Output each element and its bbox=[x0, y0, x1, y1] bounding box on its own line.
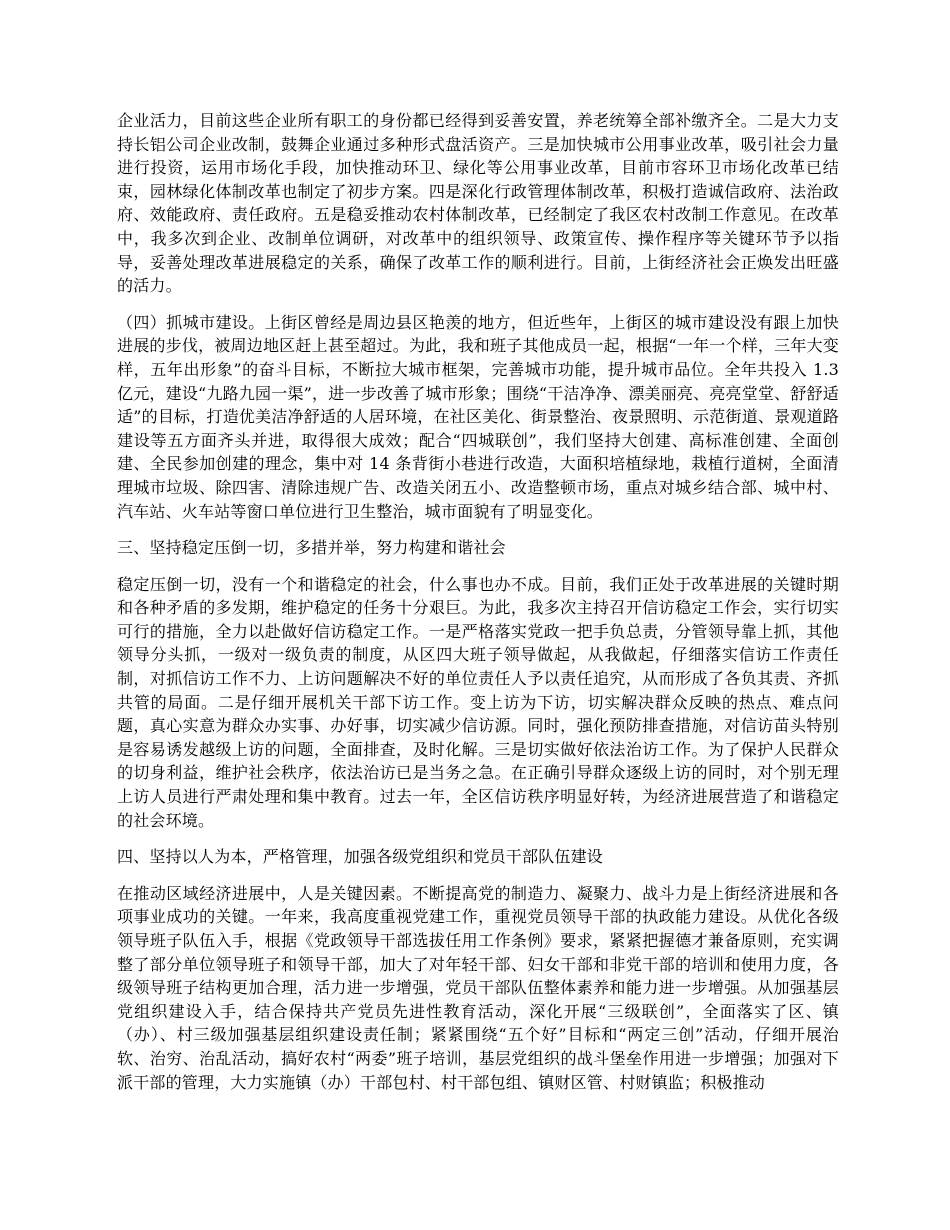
section-heading-stability: 三、坚持稳定压倒一切，多措并举，努力构建和谐社会 bbox=[117, 538, 506, 558]
paragraph-stability: 稳定压倒一切，没有一个和谐稳定的社会，什么事也办不成。目前，我们正处于改革进展的关键时期和各种矛盾的多发期，维护稳定的任务十分艰巨。为此，我多次主持召开信访稳定工作会，实行切实可行的措施，全力以赴做好信访稳定工作。一是严格落实党政一把手负总责，分管领导靠上抓，其他领导分头抓，一级对一级负责的制度，从区四大班子领导做起，从我做起，仔细落实信访工作责任制，对抓信访工作不力、上访问题解决不好的单位责任人予以责任追究，从而形成了各负其责、齐抓共管的局面。二是仔细开展机关干部下访工作。变上访为下访，切实解决群众反映的热点、难点问题，真心实意为群众办实事、办好事，切实减少信访源。同时，强化预防排查措施，对信访苗头特别是容易诱发越级上访的问题，全面排查，及时化解。三是切实做好依法治访工作。为了保护人民群众的切身利益，维护社会秩序，依法治访已是当务之急。在正确引导群众逐级上访的同时，对个别无理上访人员进行严肃处理和集中教育。过去一年，全区信访秩序明显好转，为经济进展营造了和谐稳定的社会环境。 bbox=[117, 574, 839, 830]
paragraph-reform: 企业活力，目前这些企业所有职工的身份都已经得到妥善安置，养老统筹全部补缴齐全。二是大力支持长铝公司企业改制，鼓舞企业通过多种形式盘活资产。三是加快城市公用事业改革，吸引社会力量进行投资，运用市场化手段，加快推动环卫、绿化等公用事业改革，目前市容环卫市场化改革已结束，园林绿化体制改革也制定了初步方案。四是深化行政管理体制改革，积极打造诚信政府、法治政府、效能政府、责任政府。五是稳妥推动农村体制改革，已经制定了我区农村改制工作意见。在改革中，我多次到企业、改制单位调研，对改革中的组织领导、政策宣传、操作程序等关键环节予以指导，妥善处理改革进展稳定的关系，确保了改革工作的顺利进行。目前，上街经济社会正焕发出旺盛的活力。 bbox=[117, 111, 839, 296]
paragraph-city-construction: （四）抓城市建设。上街区曾经是周边县区艳羡的地方，但近些年，上街区的城市建设没有跟上加快进展的步伐，被周边地区赶上甚至超过。为此，我和班子其他成员一起，根据“一年一个样，三年大变样，五年出形象”的奋斗目标，不断拉大城市框架，完善城市功能，提升城市品位。全年共投入 1.3 亿元，建设“九路九园一渠”，进一步改善了城市形象；围绕“干洁净净、漂美丽亮、亮亮堂堂、舒舒适适”的目标，打造优美洁净舒适的人居环境，在社区美化、街景整治、夜景照明、示范街道、景观道路建设等五方面齐头并进，取得很大成效；配合“四城联创”，我们坚持大创建、高标准创建、全面创建、全民参加创建的理念，集中对 14 条背街小巷进行改造，大面积培植绿地，栽植行道树，全面清理城市垃圾、除四害、清除违规广告、改造关闭五小、改造整顿市场，重点对城乡结合部、城中村、汽车站、火车站等窗口单位进行卫生整治，城市面貌有了明显变化。 bbox=[117, 312, 839, 521]
section-heading-party-building: 四、坚持以人为本，严格管理，加强各级党组织和党员干部队伍建设 bbox=[117, 847, 604, 867]
document-page bbox=[117, 109, 839, 1107]
paragraph-party-building: 在推动区域经济进展中，人是关键因素。不断提高党的制造力、凝聚力、战斗力是上街经济进展和各项事业成功的关键。一年来，我高度重视党建工作，重视党员领导干部的执政能力建设。从优化各级领导班子队伍入手，根据《党政领导干部选拔任用工作条例》要求，紧紧把握德才兼备原则，充实调整了部分单位领导班子和领导干部，加大了对年轻干部、妇女干部和非党干部的培训和使用力度，各级领导班子结构更加合理，活力进一步增强，党员干部队伍整体素养和能力进一步增强。从加强基层党组织建设入手，结合保持共产党员先进性教育活动，深化开展“三级联创”，全面落实了区、镇（办）、村三级加强基层组织建设责任制；紧紧围绕“五个好”目标和“两定三创”活动，仔细开展治软、治穷、治乱活动，搞好农村“两委”班子培训，基层党组织的战斗堡垒作用进一步增强；加强对下派干部的管理，大力实施镇（办）干部包村、村干部包组、镇财区管、村财镇监；积极推动 bbox=[117, 883, 839, 1092]
